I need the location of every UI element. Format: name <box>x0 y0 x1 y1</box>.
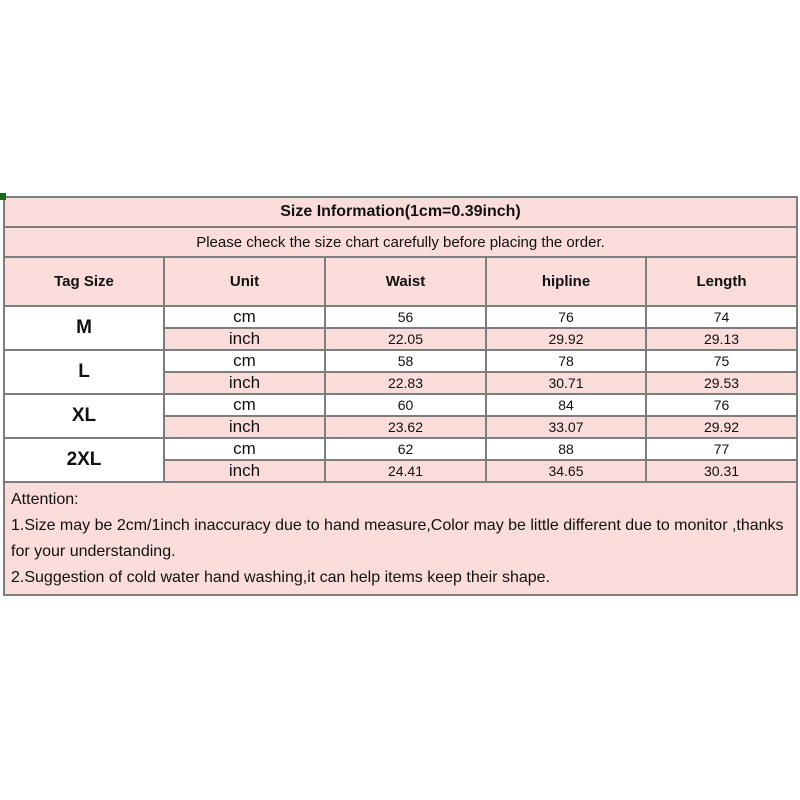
length-cm-value: 77 <box>646 438 797 460</box>
hipline-inch-value: 33.07 <box>486 416 646 438</box>
column-header-hipline: hipline <box>486 257 646 306</box>
length-cm-value: 76 <box>646 394 797 416</box>
hipline-cm-value: 78 <box>486 350 646 372</box>
corner-green-artifact <box>0 193 6 200</box>
column-header-length: Length <box>646 257 797 306</box>
unit-cell-inch: inch <box>164 416 325 438</box>
length-cm-value: 75 <box>646 350 797 372</box>
column-header-tag-size: Tag Size <box>4 257 164 306</box>
waist-inch-value: 23.62 <box>325 416 486 438</box>
waist-inch-value: 22.83 <box>325 372 486 394</box>
table-title: Size Information(1cm=0.39inch) <box>4 197 797 227</box>
unit-cell-cm: cm <box>164 438 325 460</box>
unit-cell-cm: cm <box>164 306 325 328</box>
unit-cell-inch: inch <box>164 460 325 482</box>
attention-heading: Attention: <box>11 491 79 508</box>
tag-size-cell: M <box>4 306 164 350</box>
hipline-cm-value: 76 <box>486 306 646 328</box>
unit-cell-cm: cm <box>164 394 325 416</box>
waist-inch-value: 24.41 <box>325 460 486 482</box>
length-inch-value: 29.13 <box>646 328 797 350</box>
hipline-inch-value: 34.65 <box>486 460 646 482</box>
hipline-inch-value: 30.71 <box>486 372 646 394</box>
attention-note <box>4 482 797 595</box>
attention-line-1: 1.Size may be 2cm/1inch inaccuracy due to hand measure,Color may be little different due to monitor ,thanks for your understanding. <box>11 517 784 560</box>
table-subtitle: Please check the size chart carefully before placing the order. <box>4 227 797 257</box>
waist-cm-value: 62 <box>325 438 486 460</box>
attention-line-2: 2.Suggestion of cold water hand washing,it can help items keep their shape. <box>11 569 550 586</box>
size-chart <box>3 196 796 596</box>
size-row-m-cm <box>4 306 797 328</box>
column-header-row <box>4 257 797 306</box>
hipline-inch-value: 29.92 <box>486 328 646 350</box>
waist-cm-value: 58 <box>325 350 486 372</box>
waist-inch-value: 22.05 <box>325 328 486 350</box>
size-table <box>3 196 798 596</box>
unit-cell-inch: inch <box>164 372 325 394</box>
attention-note-row <box>4 482 797 595</box>
hipline-cm-value: 84 <box>486 394 646 416</box>
unit-cell-cm: cm <box>164 350 325 372</box>
length-inch-value: 29.92 <box>646 416 797 438</box>
hipline-cm-value: 88 <box>486 438 646 460</box>
tag-size-cell: L <box>4 350 164 394</box>
size-row-2xl-cm <box>4 438 797 460</box>
size-row-l-cm <box>4 350 797 372</box>
table-subtitle-row <box>4 227 797 257</box>
length-cm-value: 74 <box>646 306 797 328</box>
column-header-waist: Waist <box>325 257 486 306</box>
tag-size-cell: XL <box>4 394 164 438</box>
length-inch-value: 30.31 <box>646 460 797 482</box>
unit-cell-inch: inch <box>164 328 325 350</box>
column-header-unit: Unit <box>164 257 325 306</box>
size-row-xl-cm <box>4 394 797 416</box>
waist-cm-value: 60 <box>325 394 486 416</box>
waist-cm-value: 56 <box>325 306 486 328</box>
table-title-row <box>4 197 797 227</box>
length-inch-value: 29.53 <box>646 372 797 394</box>
tag-size-cell: 2XL <box>4 438 164 482</box>
